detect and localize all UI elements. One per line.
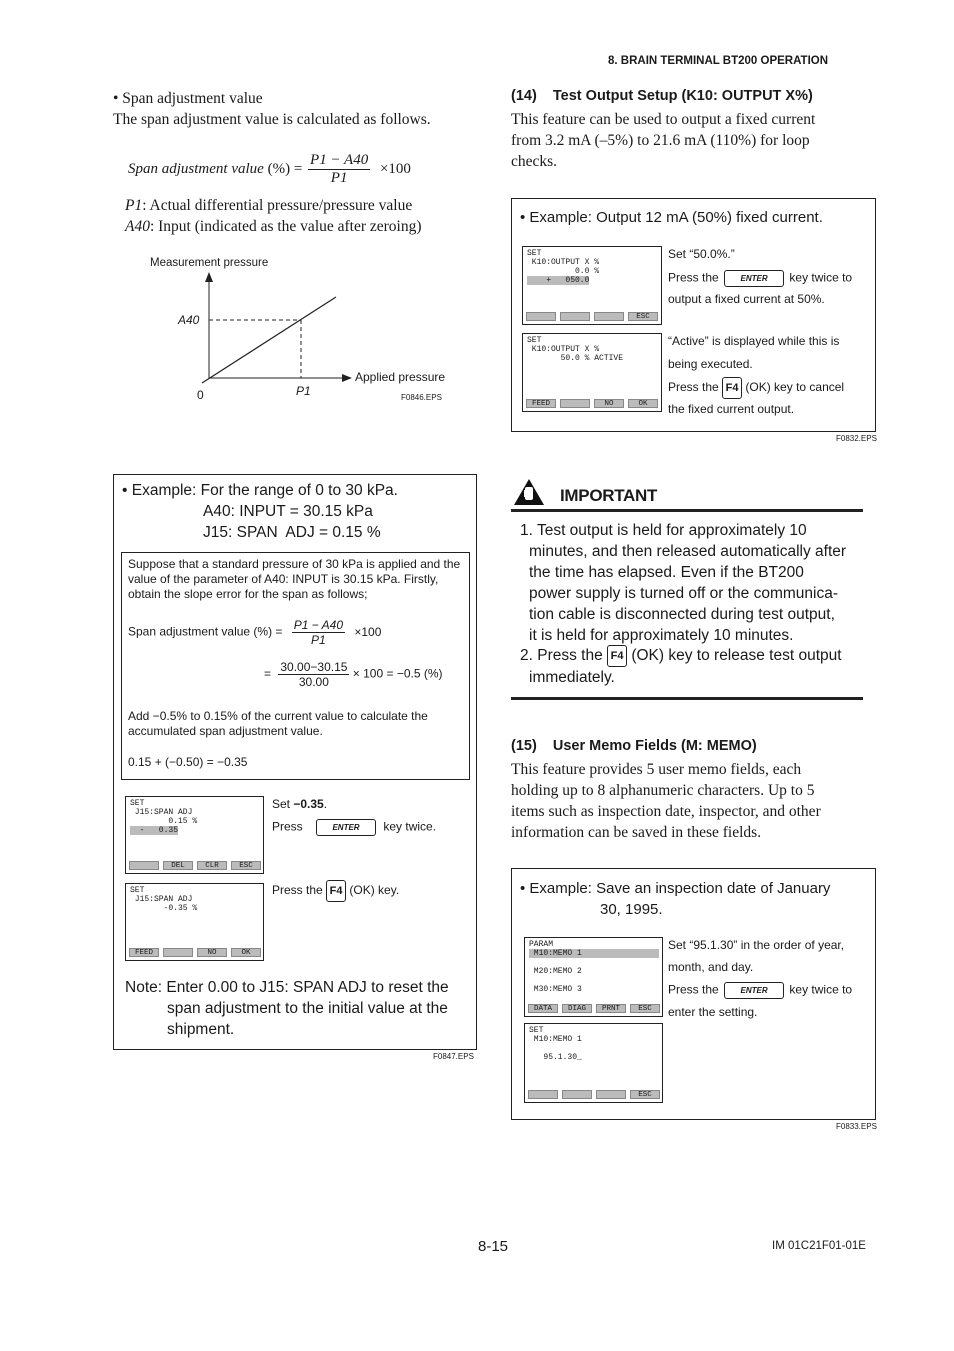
step2-a: Press xyxy=(272,819,303,834)
fkey-f2[interactable] xyxy=(560,399,590,408)
s15-step3 xyxy=(668,982,852,999)
add-text: Add −0.5% to 0.15% of the current value to calculate the accumulated span adjustment value. xyxy=(128,709,428,738)
section-header: 8. BRAIN TERMINAL BT200 OPERATION xyxy=(608,55,829,67)
important-title: IMPORTANT xyxy=(560,486,658,505)
s15-press-b: key twice to xyxy=(789,982,853,997)
enter-key-icon: ENTER xyxy=(724,270,784,287)
screen-line: SET xyxy=(529,1026,544,1035)
bullet-span-adjustment: • Span adjustment value xyxy=(113,90,263,107)
important-rule-bottom xyxy=(511,697,863,700)
calc-denominator: P1 xyxy=(311,633,326,647)
sec15-example-2: 30, 1995. xyxy=(600,901,663,918)
y-axis-arrow xyxy=(205,272,213,282)
step1-a: Set xyxy=(272,797,294,811)
screen-line: 0.0 % xyxy=(527,267,600,276)
calc-formula-2 xyxy=(264,660,443,689)
sec15-eps: F0833.EPS xyxy=(836,1122,877,1131)
bt200-screen-k10-edit xyxy=(522,246,662,325)
fkey-ok[interactable]: OK xyxy=(628,399,658,408)
formula-unit: (%) = xyxy=(267,160,303,177)
important-item1-l3: the time has elapsed. Even if the BT200 xyxy=(529,564,804,581)
screen-line: SET xyxy=(527,249,542,258)
fkey-feed[interactable]: FEED xyxy=(129,948,159,957)
important-item1-l5: tion cable is disconnected during test output, xyxy=(529,606,835,623)
calc-numerator: P1 − A40 xyxy=(293,618,344,632)
step1-c: . xyxy=(323,797,328,811)
fkey-no[interactable]: NO xyxy=(594,399,624,408)
graph-y-label: Measurement pressure xyxy=(150,257,269,269)
screen-edit-field[interactable] xyxy=(130,826,178,835)
s14-c-b: (OK) key to cancel xyxy=(745,380,845,395)
s14-press-b: key twice to xyxy=(789,270,853,285)
fkey-feed[interactable]: FEED xyxy=(526,399,556,408)
important-item1-l6: it is held for approximately 10 minutes. xyxy=(529,627,794,644)
step-set-value xyxy=(272,797,327,811)
warning-hand-icon xyxy=(513,478,545,506)
fkey-esc[interactable]: ESC xyxy=(630,1090,660,1099)
screen-line: M10:MEMO 1 xyxy=(529,1035,582,1044)
edit-value: + 050.0 xyxy=(527,276,590,285)
graph-x-label: Applied pressure xyxy=(355,370,446,384)
screen-line: K10:OUTPUT X % xyxy=(527,345,600,354)
f4-key-icon: F4 xyxy=(607,645,627,667)
example1-line2: A40: INPUT = 30.15 kPa xyxy=(203,503,373,520)
calc-intro: Suppose that a standard pressure of 30 kPa is applied and the value of the parameter of A40: INPUT is 30.15 kPa. Firstly, obtain the slope error for the span as follows; xyxy=(128,557,461,601)
sec15-body-2: holding up to 8 alphanumeric characters. Up to 5 xyxy=(511,782,815,799)
screen-edit-field[interactable] xyxy=(527,276,589,285)
sec14-example: • Example: Output 12 mA (50%) fixed current. xyxy=(520,209,823,226)
enter-key-icon: ENTER xyxy=(316,819,376,836)
calc2-equals: = xyxy=(264,666,272,681)
f4-key-icon: F4 xyxy=(326,880,346,902)
fkey-no[interactable]: NO xyxy=(197,948,227,957)
note-line1: Note: Enter 0.00 to J15: SPAN ADJ to reset the xyxy=(125,979,449,996)
formula-multiplier: ×100 xyxy=(379,160,411,177)
example1-line1: • Example: For the range of 0 to 30 kPa. xyxy=(122,482,398,499)
note-line2: span adjustment to the initial value at the xyxy=(167,1000,448,1017)
fkey-f1[interactable] xyxy=(528,1090,558,1099)
screen-line: J15:SPAN ADJ xyxy=(130,895,193,904)
def-a40-symbol: A40 xyxy=(125,218,150,235)
document-id: IM 01C21F01-01E xyxy=(772,1240,866,1252)
bt200-screen-memo-list xyxy=(524,937,663,1017)
fkey-f3[interactable] xyxy=(594,312,624,321)
memo3-row[interactable]: M30:MEMO 3 xyxy=(529,985,582,994)
important-item1-l2: minutes, and then released automatically after xyxy=(529,543,847,560)
fkey-esc[interactable]: ESC xyxy=(628,312,658,321)
calc-multiplier: ×100 xyxy=(354,624,382,639)
sec14-eps: F0832.EPS xyxy=(836,434,877,443)
screen-line: 0.15 % xyxy=(130,817,198,826)
sec15-example-1: • Example: Save an inspection date of January xyxy=(520,880,831,897)
graph-origin: 0 xyxy=(197,388,204,402)
s14-step2-a: “Active” is displayed while this is xyxy=(668,334,840,348)
memo1-selected-row[interactable]: M10:MEMO 1 xyxy=(529,949,659,958)
calc2-denominator: 30.00 xyxy=(298,675,329,689)
screen-line: SET xyxy=(130,886,145,895)
edit-value: - 0.35 xyxy=(130,826,179,835)
def-p1-text: : Actual differential pressure/pressure value xyxy=(142,197,413,214)
fkey-esc[interactable]: ESC xyxy=(231,861,261,870)
item2-b: (OK) key to release test output xyxy=(631,647,842,665)
span-formula xyxy=(128,152,411,187)
step-press-f4 xyxy=(272,880,399,902)
step2-b: key twice. xyxy=(383,819,437,834)
f4-key-icon: F4 xyxy=(722,377,742,399)
fkey-del[interactable]: DEL xyxy=(163,861,193,870)
s14-c-a: Press the xyxy=(668,380,719,395)
note-line3: shipment. xyxy=(167,1021,235,1038)
def-a40-text: : Input (indicated as the value after zeroing) xyxy=(149,218,422,235)
sec15-title: (15) User Memo Fields (M: MEMO) xyxy=(511,738,757,754)
s14-step2-c xyxy=(668,377,844,399)
calc-label: Span adjustment value (%) = xyxy=(128,624,283,639)
bt200-screen-memo-edit xyxy=(524,1023,663,1103)
screen-line: 50.0 % ACTIVE xyxy=(527,354,624,363)
screen-line: SET xyxy=(130,799,145,808)
step3-b: (OK) key. xyxy=(349,883,400,898)
fkey-f2[interactable] xyxy=(560,312,590,321)
x-axis-arrow xyxy=(342,374,352,382)
s15-step4: enter the setting. xyxy=(668,1005,758,1019)
s14-step1-press xyxy=(668,270,852,287)
step3-a: Press the xyxy=(272,883,323,898)
screen-line: K10:OUTPUT X % xyxy=(527,258,600,267)
important-item2 xyxy=(520,645,842,667)
screen-line: SET xyxy=(527,336,542,345)
calc-result: 0.15 + (−0.50) = −0.35 xyxy=(128,755,248,769)
important-item2-c: immediately. xyxy=(529,669,615,686)
def-p1 xyxy=(125,195,412,216)
sec14-body-3: checks. xyxy=(511,153,558,170)
calc-formula xyxy=(128,618,381,647)
intro-text: The span adjustment value is calculated as follows. xyxy=(113,111,431,128)
sec15-body-1: This feature provides 5 user memo fields, each xyxy=(511,761,802,778)
example1-line3: J15: SPAN ADJ = 0.15 % xyxy=(203,524,381,541)
memo-edit-field[interactable]: 95.1.30_ xyxy=(529,1053,582,1062)
fkey-esc[interactable]: ESC xyxy=(630,1004,660,1013)
important-item1-l1: 1. Test output is held for approximately 10 xyxy=(520,522,807,539)
bt200-screen-k10-active xyxy=(522,333,662,412)
s14-step2-d: the fixed current output. xyxy=(668,402,795,416)
fkey-f2[interactable] xyxy=(163,948,193,957)
bt200-screen-j15-confirm xyxy=(125,883,264,961)
sec14-body-2: from 3.2 mA (–5%) to 21.6 mA (110%) for loop xyxy=(511,132,810,149)
screen-line: PARAM xyxy=(529,940,554,949)
fkey-clr[interactable]: CLR xyxy=(197,861,227,870)
sec15-body-3: items such as inspection date, inspector, and other xyxy=(511,803,821,820)
fkey-data[interactable]: DATA xyxy=(528,1004,558,1013)
page-number: 8-15 xyxy=(478,1238,509,1255)
formula-label: Span adjustment value xyxy=(128,160,264,177)
bt200-screen-j15-edit xyxy=(125,796,264,874)
item2-a: 2. Press the xyxy=(520,647,603,665)
measurement-graph xyxy=(170,268,370,393)
s14-step2-b: being executed. xyxy=(668,357,753,371)
sec14-title: (14) Test Output Setup (K10: OUTPUT X%) xyxy=(511,88,813,104)
calc2-numerator: 30.00−30.15 xyxy=(280,660,348,674)
s15-press-a: Press the xyxy=(668,982,719,997)
example1-eps: F0847.EPS xyxy=(433,1052,474,1061)
important-item1-l4: power supply is turned off or the communica- xyxy=(529,585,839,602)
fkey-ok[interactable]: OK xyxy=(231,948,261,957)
sec14-body-1: This feature can be used to output a fixed current xyxy=(511,111,816,128)
fkey-f2[interactable] xyxy=(562,1090,592,1099)
step1-value: −0.35 xyxy=(293,797,324,811)
formula-denominator: P1 xyxy=(330,170,348,186)
formula-numerator: P1 − A40 xyxy=(310,152,369,168)
fkey-f1[interactable] xyxy=(129,861,159,870)
important-rule-top xyxy=(511,509,863,512)
def-a40 xyxy=(125,216,422,237)
sec15-body-4: information can be saved in these fields. xyxy=(511,824,762,841)
enter-key-icon: ENTER xyxy=(724,982,784,999)
fkey-f1[interactable] xyxy=(526,312,556,321)
graph-p1: P1 xyxy=(296,384,311,398)
screen-line: -0.35 % xyxy=(130,904,198,913)
fkey-diag[interactable]: DIAG xyxy=(562,1004,592,1013)
s14-press-a: Press the xyxy=(668,270,719,285)
step-press-enter xyxy=(272,819,436,836)
s14-step1-c: output a fixed current at 50%. xyxy=(668,292,825,306)
fkey-prnt[interactable]: PRNT xyxy=(596,1004,626,1013)
memo2-row[interactable]: M20:MEMO 2 xyxy=(529,967,582,976)
response-line xyxy=(202,297,336,383)
fkey-f3[interactable] xyxy=(596,1090,626,1099)
graph-eps: F0846.EPS xyxy=(401,393,442,402)
screen-line: J15:SPAN ADJ xyxy=(130,808,193,817)
s14-step1: Set “50.0%.” xyxy=(668,247,735,261)
calc2-rest: × 100 = −0.5 (%) xyxy=(352,666,443,681)
def-p1-symbol: P1 xyxy=(125,197,143,214)
s15-step2: month, and day. xyxy=(668,960,754,974)
graph-a40: A40 xyxy=(178,313,200,327)
s15-step1: Set “95.1.30” in the order of year, xyxy=(668,938,845,952)
